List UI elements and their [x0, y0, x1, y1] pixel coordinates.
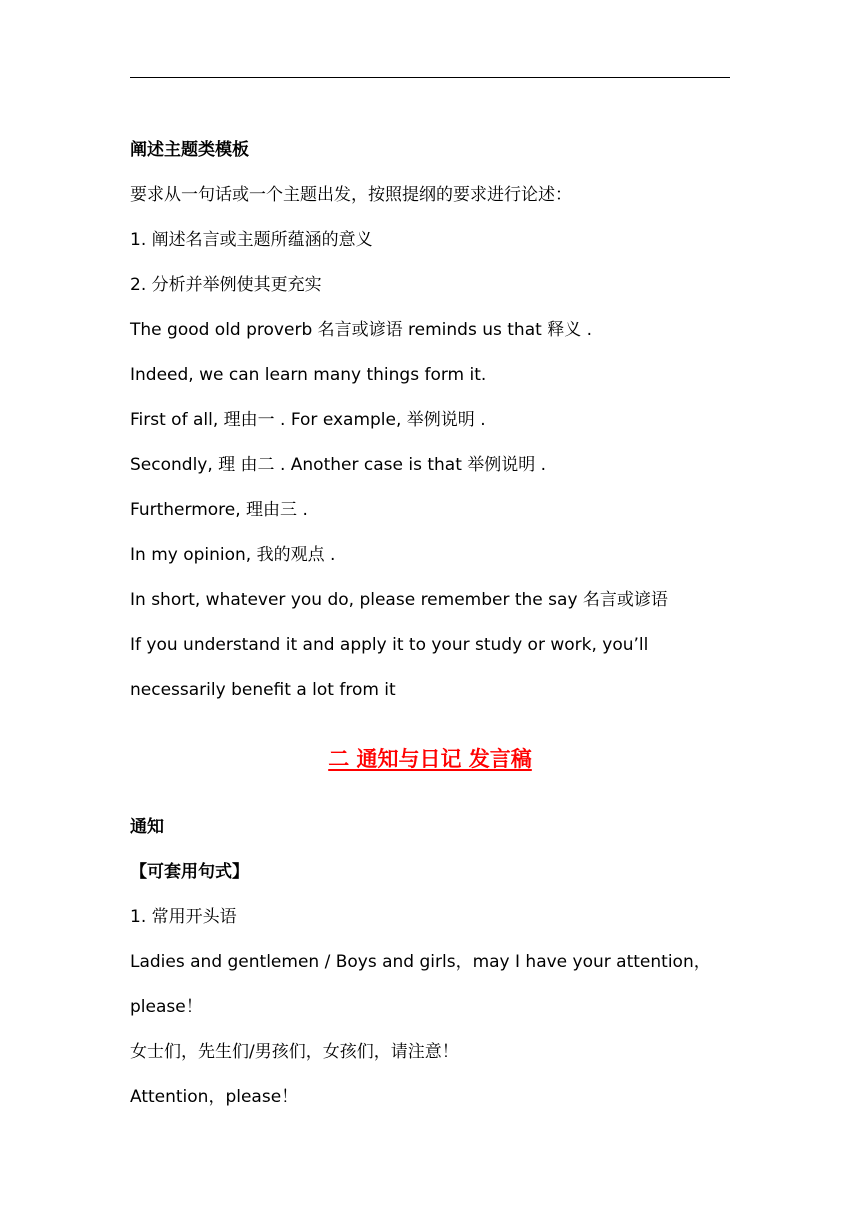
- template-line: In short, whatever you do, please remember the say 名言或谚语: [130, 590, 668, 610]
- section-heading: 阐述主题类模板: [130, 140, 249, 160]
- template-line: If you understand it and apply it to your study or work, you’ll: [130, 635, 649, 655]
- header-rule: [130, 77, 730, 78]
- template-line: The good old proverb 名言或谚语 reminds us that 释义 .: [130, 320, 592, 340]
- example-line: Attention，please！: [130, 1087, 299, 1107]
- section-intro: 要求从一句话或一个主题出发，按照提纲的要求进行论述：: [130, 185, 572, 205]
- template-line: First of all, 理由一 . For example, 举例说明 .: [130, 410, 486, 430]
- template-line: Furthermore, 理由三 .: [130, 500, 308, 520]
- section-title: 二 通知与日记 发言稿: [328, 747, 532, 771]
- template-line: Secondly, 理 由二 . Another case is that 举例说明 .: [130, 455, 547, 475]
- template-line: Indeed, we can learn many things form it.: [130, 365, 487, 385]
- list-item: 1. 常用开头语: [130, 907, 237, 927]
- outline-point-1: 1. 阐述名言或主题所蕴涵的意义: [130, 230, 373, 250]
- subheading: 通知: [130, 817, 164, 837]
- template-line: necessarily benefit a lot from it: [130, 680, 396, 700]
- example-line: Ladies and gentlemen / Boys and girls，may I have your attention，: [130, 952, 711, 972]
- example-line: please！: [130, 997, 203, 1017]
- template-line: In my opinion, 我的观点 .: [130, 545, 336, 565]
- example-line: 女士们，先生们/男孩们，女孩们，请注意！: [130, 1042, 459, 1062]
- outline-point-2: 2. 分析并举例使其更充实: [130, 275, 322, 295]
- pattern-heading: 【可套用句式】: [130, 862, 249, 882]
